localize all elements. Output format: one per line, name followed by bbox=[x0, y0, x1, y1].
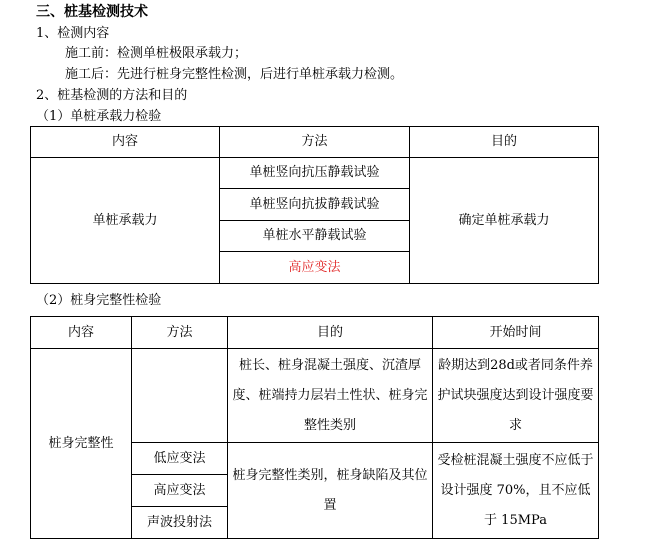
t2-row2-time: 受检桩混凝土强度不应低于设计强度 70%，且不应低于 15MPa bbox=[433, 443, 599, 539]
subsection-title-methods: 2、桩基检测的方法和目的 bbox=[36, 88, 188, 103]
table1-title: （1）单桩承载力检验 bbox=[36, 109, 162, 124]
t1-header-content: 内容 bbox=[31, 127, 220, 158]
t2-row1-time: 龄期达到28d或者同条件养护试块强度达到设计强度要求 bbox=[433, 349, 599, 443]
t2-row1-purpose: 桩长、桩身混凝土强度、沉渣厚度、桩端持力层岩土性状、桩身完整性类别 bbox=[228, 349, 433, 443]
t1-method-cell: 单桩竖向抗拔静载试验 bbox=[220, 189, 410, 221]
bearing-capacity-table bbox=[30, 126, 599, 284]
t2-header-purpose: 目的 bbox=[228, 317, 433, 349]
t2-header-content: 内容 bbox=[31, 317, 132, 349]
text-before-construction: 施工前：检测单桩极限承载力； bbox=[65, 46, 248, 61]
t2-header-method: 方法 bbox=[132, 317, 228, 349]
t2-method-cell: 高应变法 bbox=[132, 475, 228, 507]
t1-method-cell-highlight: 高应变法 bbox=[220, 252, 410, 284]
t1-method-cell: 单桩竖向抗压静载试验 bbox=[220, 158, 410, 189]
integrity-table bbox=[30, 316, 599, 539]
t2-method-cell: 声波投射法 bbox=[132, 507, 228, 539]
section-heading: 三、桩基检测技术 bbox=[36, 4, 148, 20]
t2-header-start-time: 开始时间 bbox=[433, 317, 599, 349]
t1-header-method: 方法 bbox=[220, 127, 410, 158]
t2-method-empty bbox=[132, 349, 228, 443]
t1-method-cell: 单桩水平静载试验 bbox=[220, 221, 410, 252]
t1-header-purpose: 目的 bbox=[410, 127, 599, 158]
t2-content-cell: 桩身完整性 bbox=[31, 349, 132, 539]
t1-purpose-cell: 确定单桩承载力 bbox=[410, 158, 599, 284]
t2-row2-purpose: 桩身完整性类别，桩身缺陷及其位置 bbox=[228, 443, 433, 539]
subsection-title-detection-content: 1、检测内容 bbox=[36, 26, 110, 41]
t1-content-cell: 单桩承载力 bbox=[31, 158, 220, 284]
table2-title: （2）桩身完整性检验 bbox=[36, 293, 162, 308]
text-after-construction: 施工后：先进行桩身完整性检测，后进行单桩承载力检测。 bbox=[65, 67, 404, 82]
t2-method-cell: 低应变法 bbox=[132, 443, 228, 475]
